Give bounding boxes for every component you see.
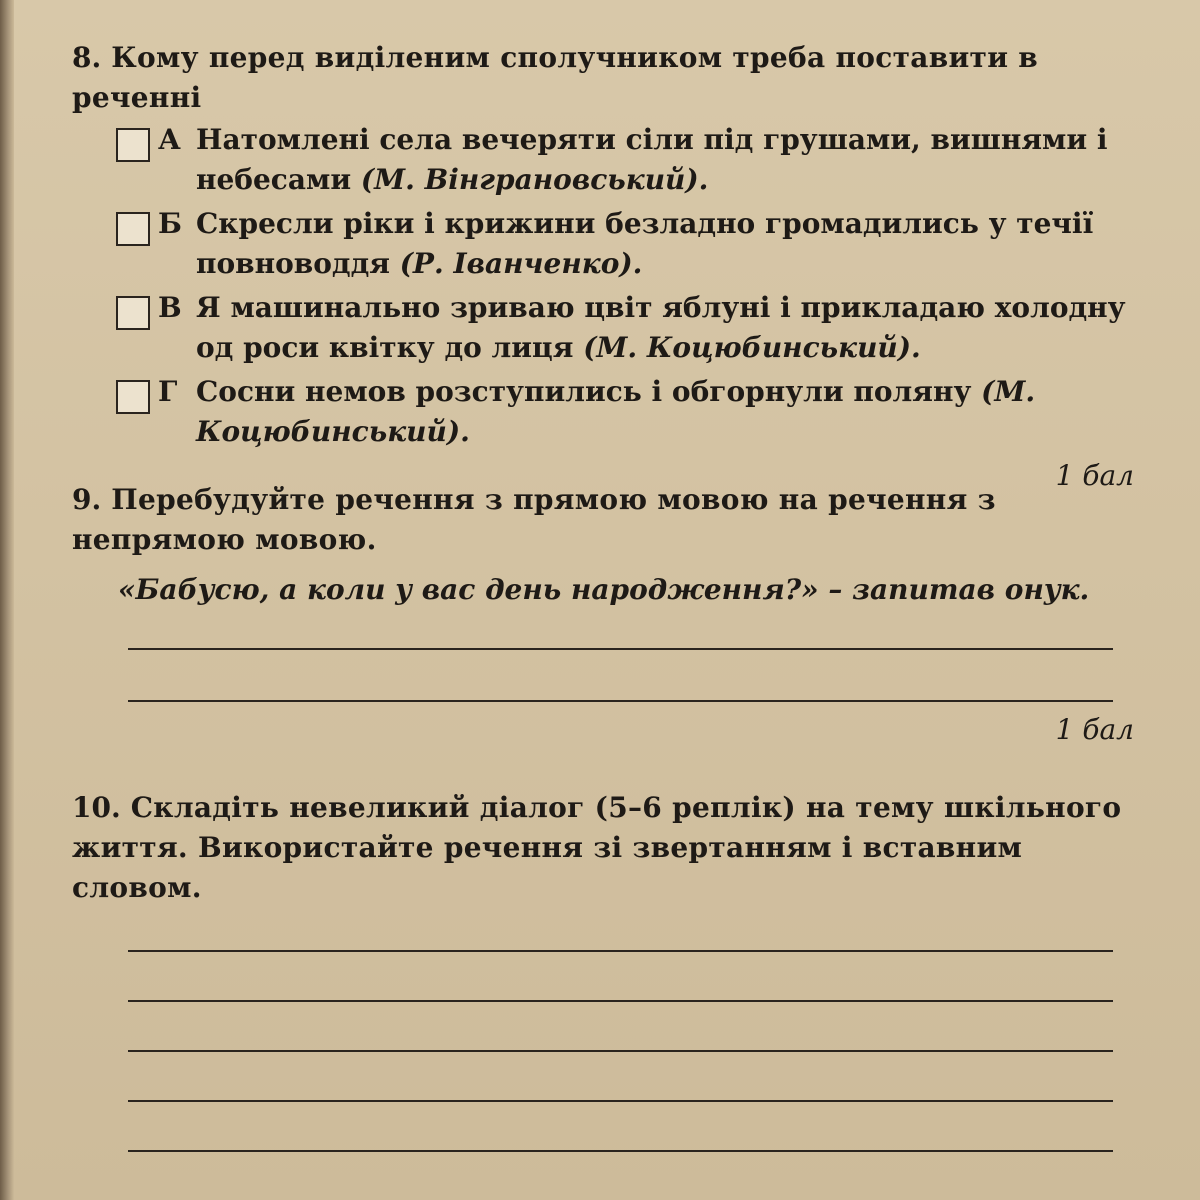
option-letter: Г (158, 375, 178, 408)
question-8 (72, 38, 1142, 496)
answer-line[interactable] (128, 648, 1113, 650)
direct-speech-sentence: «Бабусю, а коли у вас день народження?» – запитав онук. (118, 573, 1090, 606)
option-letter: А (158, 123, 181, 156)
answer-line[interactable] (128, 700, 1113, 702)
answer-line[interactable] (128, 1100, 1113, 1102)
answer-line[interactable] (128, 1050, 1113, 1052)
option-author: (М. Вінграновський). (360, 163, 709, 196)
option-letter: Б (158, 207, 182, 240)
answer-line[interactable] (128, 1000, 1113, 1002)
answer-options (72, 120, 1142, 452)
option-text: Я машинально зриваю цвіт яблуні і прикладаю холодну од роси квітку до лиця (196, 291, 1126, 364)
option-b (72, 204, 1142, 284)
question-number: 9. (72, 483, 102, 516)
option-g (72, 372, 1142, 452)
question-number: 10. (72, 791, 121, 824)
option-a (72, 120, 1142, 200)
option-v-checkbox[interactable] (116, 296, 150, 330)
points-label: 1 бал (1055, 459, 1134, 492)
question-10 (72, 788, 1142, 1152)
option-v (72, 288, 1142, 368)
option-letter: В (158, 291, 182, 324)
answer-line[interactable] (128, 1150, 1113, 1152)
question-title: Перебудуйте речення з прямою мовою на речення з непрямою мовою. (72, 483, 996, 556)
option-text: Скресли ріки і крижини безладно громадились у течії повноводдя (196, 207, 1094, 280)
question-title: Кому перед виділеним сполучником треба поставити в реченні (72, 41, 1039, 114)
option-author: (М. Коцюбинський). (196, 375, 1036, 448)
answer-line[interactable] (128, 950, 1113, 952)
option-text: Сосни немов розступились і обгорнули поляну (196, 375, 982, 408)
page-binding-edge (0, 0, 14, 1200)
option-a-checkbox[interactable] (116, 128, 150, 162)
option-b-checkbox[interactable] (116, 212, 150, 246)
option-author: (М. Коцюбинський). (583, 331, 921, 364)
question-title: Складіть невеликий діалог (5–6 реплік) на тему шкільного життя. Використайте речення зі звертанням і вставним словом. (72, 791, 1122, 904)
question-9 (72, 480, 1142, 750)
option-text: Натомлені села вечеряти сіли під грушами, вишнями і небесами (196, 123, 1108, 196)
question-number: 8. (72, 41, 102, 74)
option-author: (Р. Іванченко). (399, 247, 643, 280)
points-label: 1 бал (1055, 713, 1134, 746)
option-g-checkbox[interactable] (116, 380, 150, 414)
